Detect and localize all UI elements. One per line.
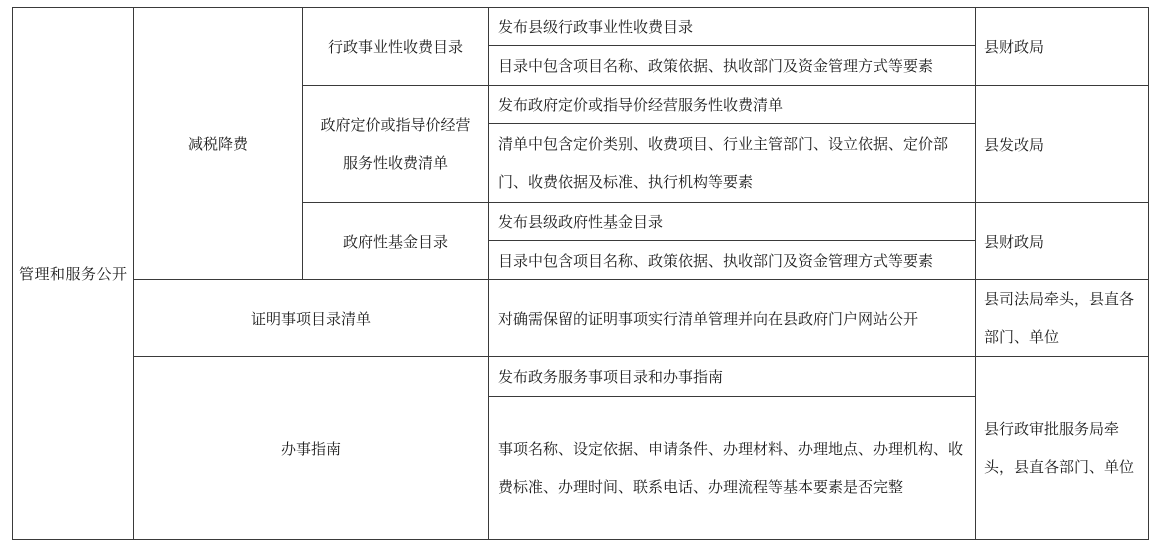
subcategory-label-banshi: 办事指南	[280, 439, 341, 458]
dept-r4	[976, 280, 1148, 356]
content-r2b	[489, 124, 975, 202]
subcategory-tax-fee-reduction	[134, 8, 302, 279]
content-r1a	[489, 8, 975, 45]
item-label-gov-fund: 政府性基金目录	[342, 232, 448, 251]
subcategory-certificate-catalog	[134, 280, 488, 356]
dept-r2	[976, 86, 1148, 202]
content-text-r1a: 发布县级行政事业性收费目录	[498, 18, 694, 36]
dept-r5	[976, 357, 1148, 539]
content-text-r3b: 目录中包含项目名称、政策依据、执收部门及资金管理方式等要素	[498, 251, 934, 270]
content-text-r5b: 事项名称、设定依据、申请条件、办理材料、办理地点、办理机构、收费标准、办理时间、联系电话、办理流程等基本要素是否完整	[498, 440, 964, 496]
content-r4	[489, 280, 975, 356]
dept-r1	[976, 8, 1148, 85]
dept-text-r1: 县财政局	[984, 38, 1045, 56]
subcategory-service-guide	[134, 357, 488, 539]
dept-text-r2: 县发改局	[984, 135, 1045, 154]
item-label-pricing-line2: 服务性收费清单	[342, 154, 448, 172]
content-text-r3a: 发布县级政府性基金目录	[498, 213, 664, 231]
subcategory-label-zhengming: 证明事项目录清单	[250, 309, 371, 328]
content-text-r4: 对确需保留的证明事项实行清单管理并向在县政府门户网站公开	[498, 309, 919, 328]
content-r5a	[489, 357, 975, 396]
content-text-r2b: 清单中包含定价类别、收费项目、行业主管部门、设立依据、定价部门、收费依据及标准、执行机构等要素	[498, 135, 949, 191]
dept-text-r5: 县行政审批服务局牵头，县直各部门、单位	[984, 420, 1135, 476]
category-label: 管理和服务公开	[19, 264, 128, 283]
content-text-r2a: 发布政府定价或指导价经营服务性收费清单	[498, 96, 784, 114]
content-r3b	[489, 241, 975, 279]
dept-text-r4: 县司法局牵头，县直各部门、单位	[984, 290, 1135, 346]
content-text-r5a: 发布政务服务事项目录和办事指南	[498, 368, 724, 386]
dept-text-r3: 县财政局	[984, 232, 1045, 251]
content-text-r1b: 目录中包含项目名称、政策依据、执收部门及资金管理方式等要素	[498, 57, 934, 75]
subcategory-label-jianshui: 减税降费	[187, 135, 248, 153]
content-r5b	[489, 397, 975, 539]
content-r2a	[489, 86, 975, 123]
item-admin-fee-catalog	[303, 8, 488, 85]
category-management-service-open	[13, 8, 133, 539]
content-r3a	[489, 203, 975, 240]
dept-r3	[976, 203, 1148, 279]
item-gov-fund-catalog	[303, 203, 488, 279]
item-gov-pricing-list	[303, 86, 488, 202]
item-label-admin-fee: 行政事业性收费目录	[327, 38, 463, 56]
item-label-pricing-line1: 政府定价或指导价经营	[320, 116, 471, 134]
content-r1b	[489, 46, 975, 85]
